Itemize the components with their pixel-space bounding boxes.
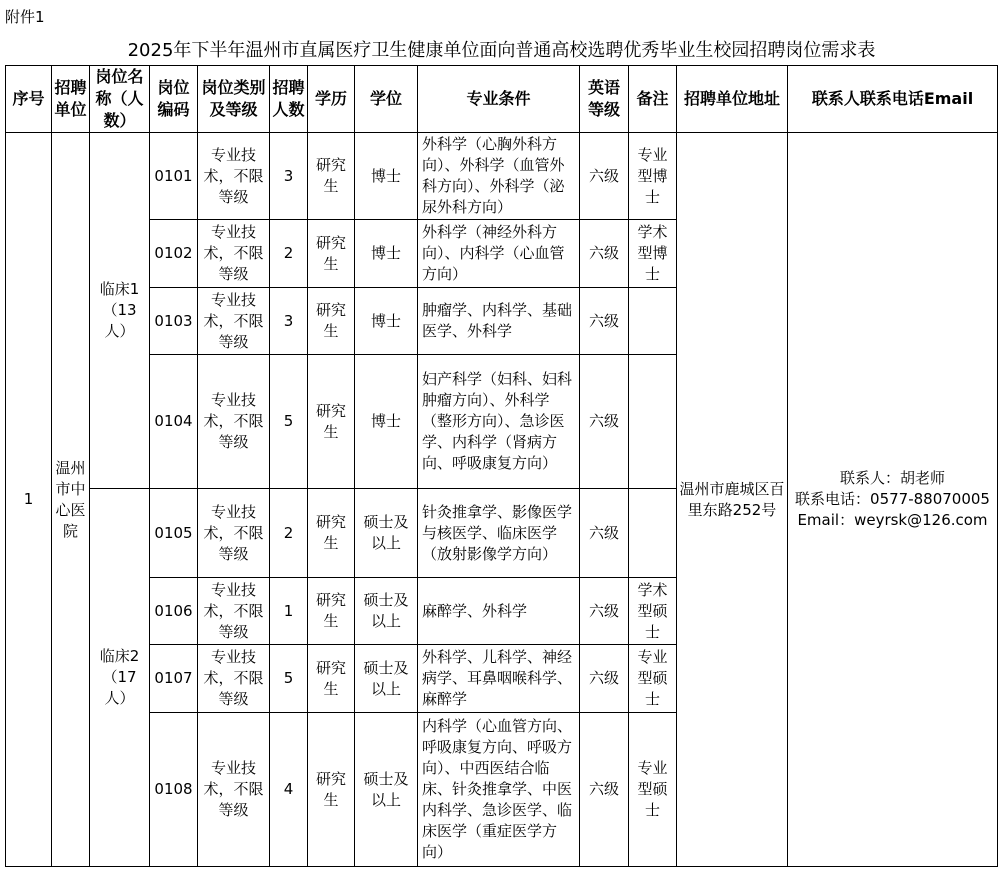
cell-major: 妇产科学（妇科、妇科肿瘤方向）、外科学（整形方向）、急诊医学、内科学（肾病方向、呼吸康复方向） (418, 355, 580, 489)
cell-degree: 硕士及以上 (355, 578, 418, 645)
cell-education: 研究生 (308, 645, 355, 713)
page-title: 2025年下半年温州市直属医疗卫生健康单位面向普通高校选聘优秀毕业生校园招聘岗位需求表 (127, 40, 876, 61)
cell-count: 1 (270, 578, 308, 645)
cell-type: 专业技术，不限等级 (198, 288, 270, 355)
cell-note: 专业型硕士 (629, 713, 677, 867)
cell-code: 0106 (150, 578, 198, 645)
cell-major: 外科学（神经外科方向）、内科学（心血管方向） (418, 220, 580, 288)
cell-seq: 1 (6, 133, 52, 867)
cell-count: 2 (270, 489, 308, 578)
cell-count: 2 (270, 220, 308, 288)
cell-english: 六级 (580, 645, 629, 713)
cell-type: 专业技术，不限等级 (198, 713, 270, 867)
cell-major: 内科学（心血管方向、呼吸康复方向、呼吸方向）、中西医结合临床、针灸推拿学、中医内科学、急诊医学、临床医学（重症医学方向） (418, 713, 580, 867)
cell-note (629, 489, 677, 578)
cell-code: 0108 (150, 713, 198, 867)
cell-count: 5 (270, 355, 308, 489)
cell-education: 研究生 (308, 713, 355, 867)
cell-major: 麻醉学、外科学 (418, 578, 580, 645)
cell-english: 六级 (580, 220, 629, 288)
cell-code: 0105 (150, 489, 198, 578)
cell-major: 外科学（心胸外科方向）、外科学（血管外科方向）、外科学（泌尿外科方向） (418, 133, 580, 220)
cell-type: 专业技术，不限等级 (198, 355, 270, 489)
cell-education: 研究生 (308, 220, 355, 288)
cell-degree: 博士 (355, 355, 418, 489)
cell-code: 0101 (150, 133, 198, 220)
cell-post-clinical-1: 临床1（13人） (90, 133, 150, 489)
cell-type: 专业技术，不限等级 (198, 133, 270, 220)
cell-education: 研究生 (308, 288, 355, 355)
cell-english: 六级 (580, 578, 629, 645)
cell-type: 专业技术，不限等级 (198, 645, 270, 713)
table-row (6, 133, 998, 220)
cell-degree: 博士 (355, 288, 418, 355)
contact-person: 联系人：胡老师 (839, 469, 945, 487)
cell-note: 学术型博士 (629, 220, 677, 288)
cell-education: 研究生 (308, 489, 355, 578)
cell-english: 六级 (580, 355, 629, 489)
cell-code: 0103 (150, 288, 198, 355)
cell-type: 专业技术，不限等级 (198, 578, 270, 645)
cell-contact (788, 133, 998, 867)
cell-education: 研究生 (308, 133, 355, 220)
attachment-label: 附件1 (5, 8, 45, 26)
contact-phone: 联系电话：0577-88070005 (795, 490, 990, 508)
cell-code: 0102 (150, 220, 198, 288)
header-post-code: 岗位编码 (150, 66, 198, 133)
header-row (6, 66, 998, 133)
cell-english: 六级 (580, 133, 629, 220)
cell-address: 温州市鹿城区百里东路252号 (677, 133, 788, 867)
cell-major: 针灸推拿学、影像医学与核医学、临床医学（放射影像学方向） (418, 489, 580, 578)
cell-note: 专业型硕士 (629, 645, 677, 713)
cell-count: 4 (270, 713, 308, 867)
cell-type: 专业技术，不限等级 (198, 489, 270, 578)
cell-degree: 博士 (355, 220, 418, 288)
cell-type: 专业技术，不限等级 (198, 220, 270, 288)
cell-count: 3 (270, 133, 308, 220)
recruitment-table (5, 65, 998, 867)
header-post-type: 岗位类别及等级 (198, 66, 270, 133)
cell-note (629, 288, 677, 355)
cell-major: 外科学、儿科学、神经病学、耳鼻咽喉科学、麻醉学 (418, 645, 580, 713)
cell-degree: 硕士及以上 (355, 489, 418, 578)
cell-degree: 硕士及以上 (355, 713, 418, 867)
cell-degree: 硕士及以上 (355, 645, 418, 713)
cell-education: 研究生 (308, 355, 355, 489)
cell-note: 专业型博士 (629, 133, 677, 220)
cell-english: 六级 (580, 489, 629, 578)
cell-note (629, 355, 677, 489)
cell-education: 研究生 (308, 578, 355, 645)
header-degree: 学位 (355, 66, 418, 133)
cell-code: 0107 (150, 645, 198, 713)
cell-count: 5 (270, 645, 308, 713)
cell-english: 六级 (580, 713, 629, 867)
cell-english: 六级 (580, 288, 629, 355)
header-note: 备注 (629, 66, 677, 133)
header-unit: 招聘单位 (52, 66, 90, 133)
cell-post-clinical-2: 临床2（17人） (90, 489, 150, 867)
cell-note: 学术型硕士 (629, 578, 677, 645)
header-seq: 序号 (6, 66, 52, 133)
header-major: 专业条件 (418, 66, 580, 133)
cell-major: 肿瘤学、内科学、基础医学、外科学 (418, 288, 580, 355)
header-english: 英语等级 (580, 66, 629, 133)
cell-count: 3 (270, 288, 308, 355)
cell-unit: 温州市中心医院 (52, 133, 90, 867)
header-address: 招聘单位地址 (677, 66, 788, 133)
cell-degree: 博士 (355, 133, 418, 220)
header-post-name: 岗位名称（人数） (90, 66, 150, 133)
header-contact: 联系人联系电话Email (788, 66, 998, 133)
header-education: 学历 (308, 66, 355, 133)
cell-code: 0104 (150, 355, 198, 489)
header-count: 招聘人数 (270, 66, 308, 133)
contact-email: Email：weyrsk@126.com (797, 511, 988, 529)
